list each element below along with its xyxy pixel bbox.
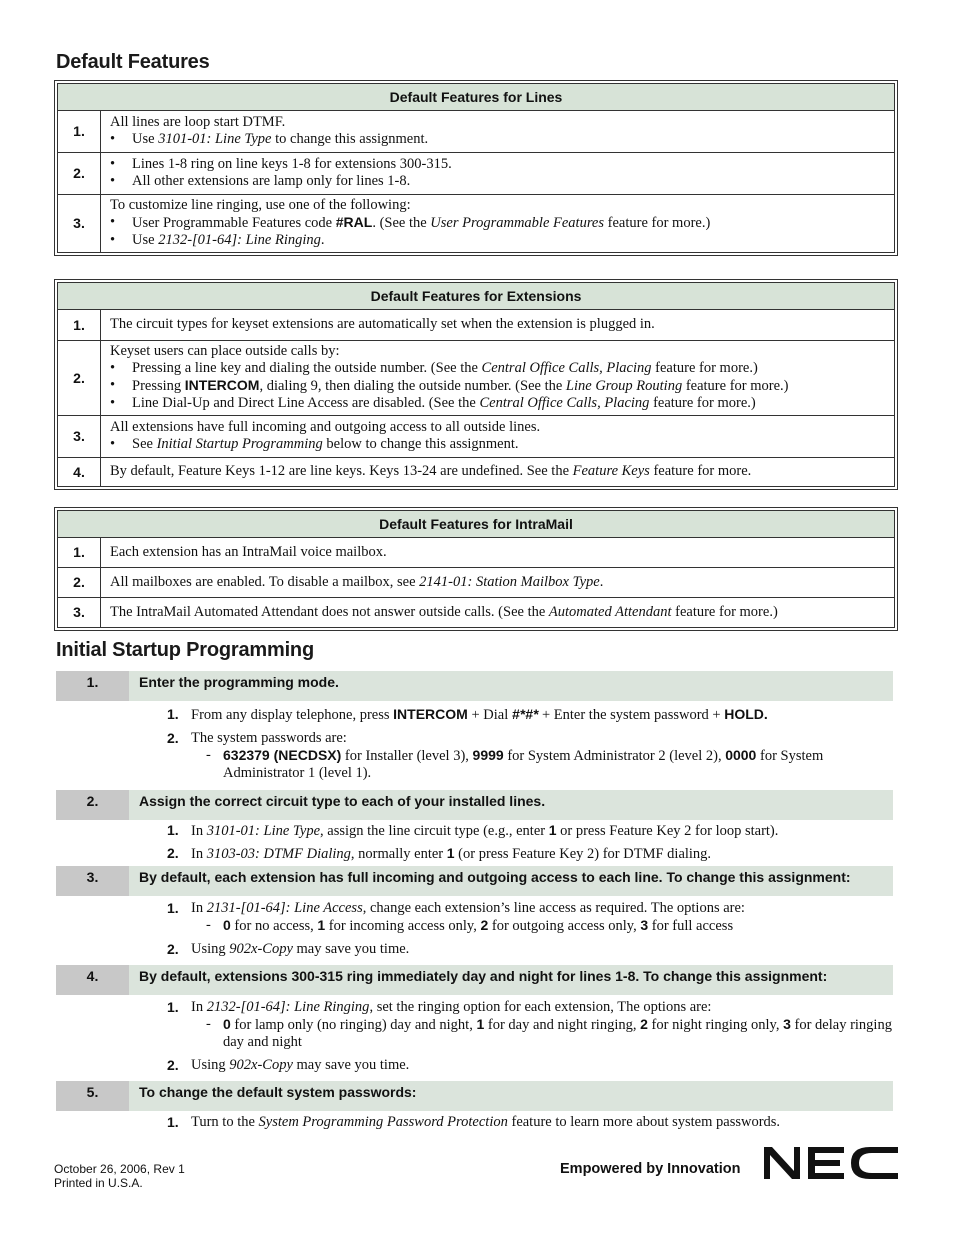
row-text: All extensions have full incoming and outgoing access to all outside lines.: [110, 419, 541, 435]
step-number: 3.: [56, 866, 129, 896]
step-title: Enter the programming mode.: [129, 671, 893, 701]
substep: 1. Turn to the System Programming Password Protection feature to learn more about system passwords.: [167, 1114, 781, 1130]
row-number: 1.: [58, 538, 101, 568]
bullet-item: • Pressing INTERCOM, dialing 9, then dialing the outside number. (See the Line Group Routing feature for more.): [110, 377, 886, 395]
table-row: [58, 111, 895, 153]
substep: 1. In 2132-[01-64]: Line Ringing, set the ringing option for each extension, The options are: - 0 for lamp only (no ringing) day and night, 1 for day and night ringing, 2 for night ringing only, 3 for delay ringing day and night: [167, 999, 895, 1051]
nec-logo: [764, 1145, 900, 1181]
row-text: Keyset users can place outside calls by:: [110, 343, 340, 359]
bullet-item: • Line Dial-Up and Direct Line Access are disabled. (See the Central Office Calls, Placing feature for more.): [110, 395, 886, 412]
substep: 2. The system passwords are: - 632379 (NECDSX) for Installer (level 3), 9999 for System Administrator 2 (level 2), 0000 for System Administrator 1 (level 1).: [167, 730, 895, 782]
table-row: [58, 458, 895, 487]
substep: 1. From any display telephone, press INTERCOM + Dial #*#* + Enter the system password + HOLD.: [167, 706, 768, 723]
step-header: [56, 965, 893, 995]
row-text: By default, Feature Keys 1-12 are line keys. Keys 13-24 are undefined. See the Feature Keys feature for more.: [101, 458, 895, 487]
row-number: 3.: [58, 598, 101, 628]
step-title: To change the default system passwords:: [129, 1081, 893, 1111]
option-item: - 0 for lamp only (no ringing) day and night, 1 for day and night ringing, 2 for night ringing only, 3 for delay ringing day and night: [223, 1016, 895, 1051]
footer-date: [54, 1162, 185, 1190]
row-text: The circuit types for keyset extensions are automatically set when the extension is plugged in.: [101, 310, 895, 341]
row-number: 1.: [58, 310, 101, 341]
step-header: [56, 671, 893, 701]
substep: 2. Using 902x-Copy may save you time.: [167, 1057, 410, 1073]
bullet-item: • Pressing a line key and dialing the outside number. (See the Central Office Calls, Placing feature for more.): [110, 360, 886, 377]
revision-date: October 26, 2006, Rev 1: [54, 1162, 185, 1176]
step-title: By default, extensions 300-315 ring immediately day and night for lines 1-8. To change this assignment:: [129, 965, 893, 995]
step-title: By default, each extension has full incoming and outgoing access to each line. To change this assignment:: [129, 866, 893, 896]
bullet-item: • Use 3101-01: Line Type to change this assignment.: [110, 131, 886, 148]
step-header: [56, 1081, 893, 1111]
row-number: 2.: [58, 153, 101, 195]
row-number: 4.: [58, 458, 101, 487]
row-text: The IntraMail Automated Attendant does not answer outside calls. (See the Automated Attendant feature for more.): [101, 598, 895, 628]
table-row: [58, 341, 895, 416]
table-row: [58, 310, 895, 341]
bullet-item: • Use 2132-[01-64]: Line Ringing.: [110, 232, 886, 249]
bullet-item: • All other extensions are lamp only for lines 1-8.: [110, 173, 886, 190]
extensions-table-title: Default Features for Extensions: [58, 283, 895, 310]
bullet-item: • Lines 1-8 ring on line keys 1-8 for extensions 300-315.: [110, 156, 886, 173]
table-row: [58, 416, 895, 458]
step-number: 2.: [56, 790, 129, 820]
printed-note: Printed in U.S.A.: [54, 1176, 143, 1190]
step-number: 1.: [56, 671, 129, 701]
row-text: All lines are loop start DTMF.: [110, 114, 286, 130]
row-text: Each extension has an IntraMail voice mailbox.: [101, 538, 895, 568]
section-heading-default-features: Default Features: [56, 51, 210, 73]
substep: 2. Using 902x-Copy may save you time.: [167, 941, 410, 957]
lines-table-title: Default Features for Lines: [58, 84, 895, 111]
table-row: [58, 568, 895, 598]
option-item: - 0 for no access, 1 for incoming access only, 2 for outgoing access only, 3 for full access: [223, 917, 895, 935]
row-text: To customize line ringing, use one of the following:: [110, 197, 411, 213]
row-number: 1.: [58, 111, 101, 153]
bullet-item: • See Initial Startup Programming below to change this assignment.: [110, 436, 886, 453]
step-title: Assign the correct circuit type to each of your installed lines.: [129, 790, 893, 820]
substep: 1. In 2131-[01-64]: Line Access, change each extension’s line access as required. The options are: - 0 for no access, 1 for incoming access only, 2 for outgoing access only, 3 for full access: [167, 900, 895, 935]
table-row: [58, 153, 895, 195]
substep: 2. In 3103-03: DTMF Dialing, normally enter 1 (or press Feature Key 2) for DTMF dialing.: [167, 845, 712, 862]
bullet-item: • User Programmable Features code #RAL. (See the User Programmable Features feature for more.): [110, 214, 886, 232]
lines-table: [54, 80, 898, 256]
step-number: 5.: [56, 1081, 129, 1111]
table-row: [58, 538, 895, 568]
row-number: 2.: [58, 568, 101, 598]
row-number: 3.: [58, 195, 101, 253]
step-number: 4.: [56, 965, 129, 995]
substep: 1. In 3101-01: Line Type, assign the line circuit type (e.g., enter 1 or press Feature Key 2 for loop start).: [167, 822, 779, 839]
step-header: [56, 866, 893, 896]
footer-tagline: Empowered by Innovation: [560, 1161, 741, 1177]
row-number: 2.: [58, 341, 101, 416]
intramail-table-title: Default Features for IntraMail: [58, 511, 895, 538]
step-header: [56, 790, 893, 820]
table-row: [58, 598, 895, 628]
option-item: - 632379 (NECDSX) for Installer (level 3), 9999 for System Administrator 2 (level 2), 0000 for System Administrator 1 (level 1).: [223, 747, 895, 782]
extensions-table: [54, 279, 898, 490]
table-row: [58, 195, 895, 253]
row-text: All mailboxes are enabled. To disable a mailbox, see 2141-01: Station Mailbox Type.: [101, 568, 895, 598]
intramail-table: [54, 507, 898, 631]
row-number: 3.: [58, 416, 101, 458]
section-heading-initial-startup: Initial Startup Programming: [56, 639, 314, 661]
